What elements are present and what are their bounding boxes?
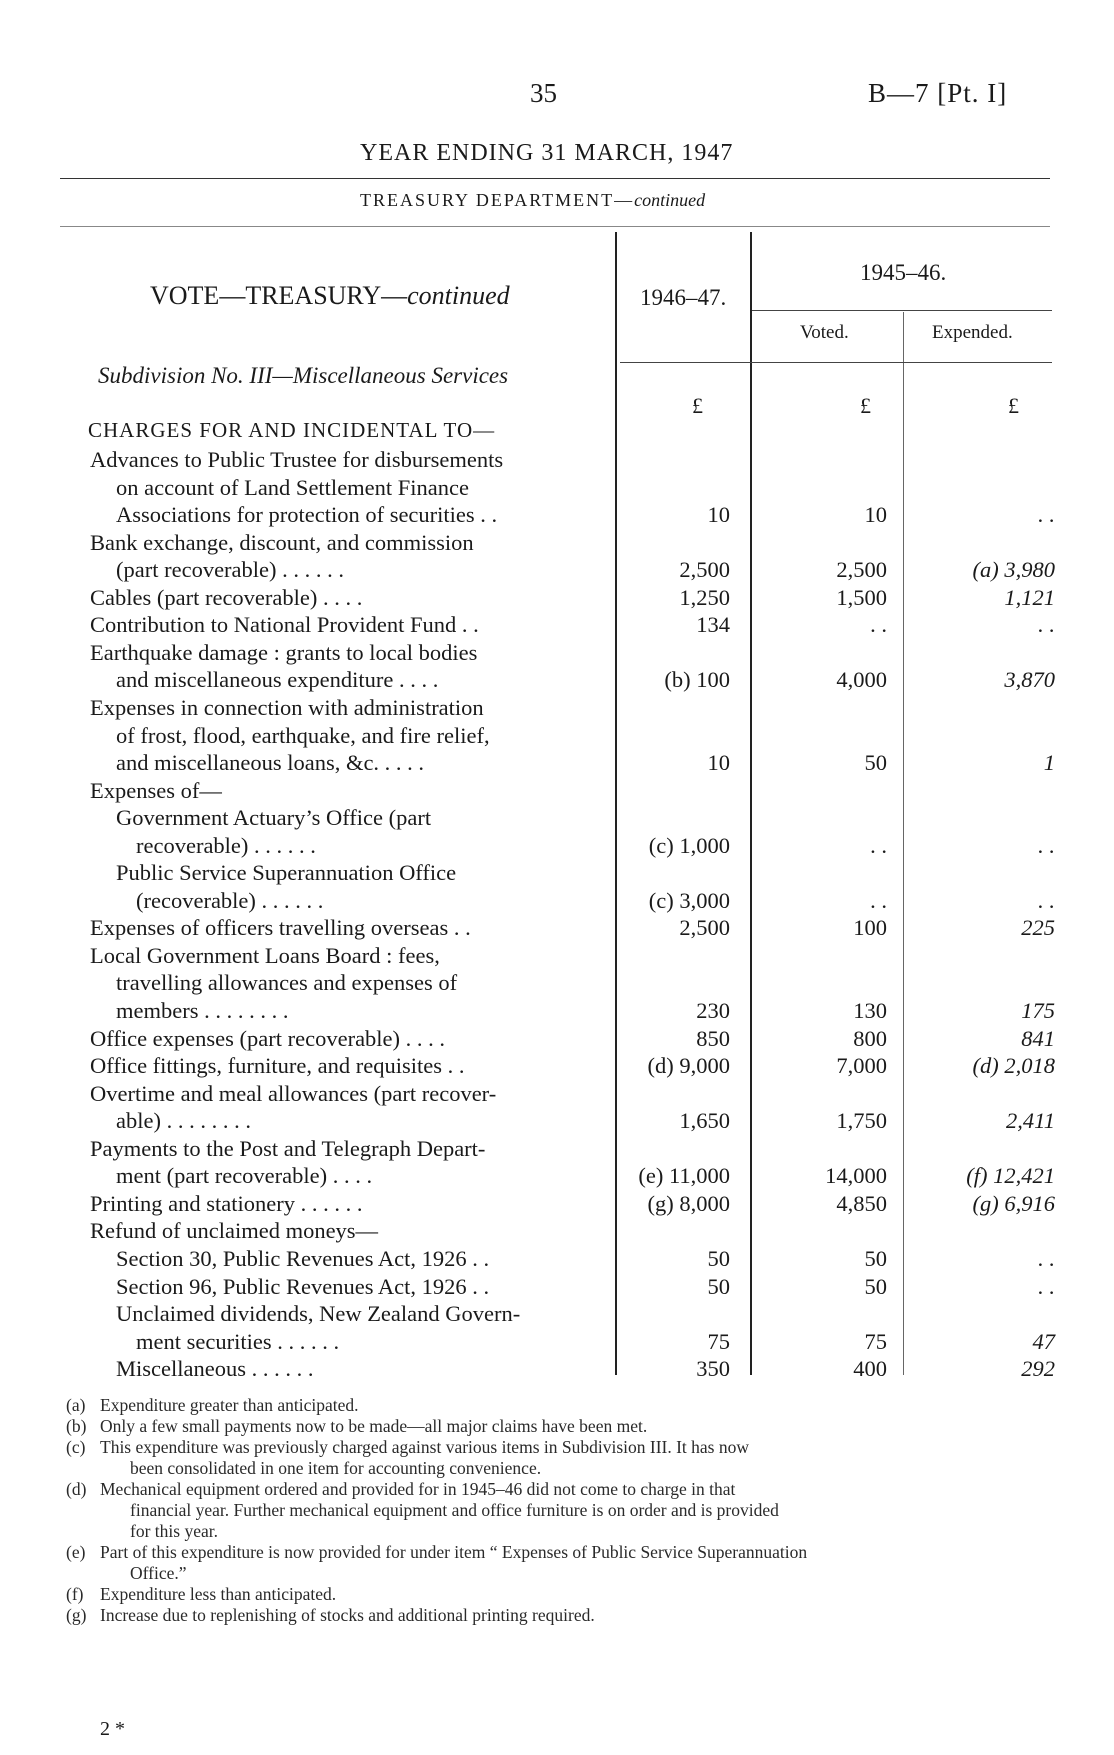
value-expended: 3,870 [1004,667,1055,693]
table-row [0,1190,1114,1217]
value-voted: . . [870,832,887,858]
row-label: ment securities . . . . . . [136,1328,340,1354]
row-label: able) . . . . . . . . [116,1108,251,1134]
value-expended: . . [1038,832,1055,858]
footnote-text: Part of this expenditure is now provided for under item “ Expenses of Public Service Superannuation [100,1542,808,1562]
value-1946-47: (e) 11,000 [638,1163,730,1189]
value-voted: 7,000 [836,1053,887,1079]
department-rule [60,226,1050,227]
table-row [0,914,1114,941]
row-label: Office fittings, furniture, and requisites . . [90,1053,465,1079]
value-1946-47: (c) 3,000 [648,887,730,913]
footnote-mark: (d) [66,1479,87,1499]
table-row [0,1080,1114,1107]
currency-voted: £ [860,393,871,418]
row-label: Local Government Loans Board : fees, [90,942,440,968]
row-label: Expenses in connection with administration [90,694,484,720]
row-label: and miscellaneous loans, &c. . . . . [116,750,425,776]
row-label: Miscellaneous . . . . . . [116,1356,314,1382]
value-expended: (f) 12,421 [966,1163,1055,1189]
column-header-expended: Expended. [932,322,1013,343]
document-code: B—7 [Pt. I] [868,78,1008,108]
table-row [0,611,1114,638]
table-row [0,777,1114,804]
table-row [0,1273,1114,1300]
value-voted: 800 [853,1025,887,1051]
row-label: Refund of unclaimed moneys— [90,1218,379,1244]
table-row [0,1328,1114,1355]
row-label: Payments to the Post and Telegraph Depart- [90,1135,486,1161]
value-1946-47: 350 [696,1356,730,1382]
value-expended: 1,121 [1004,584,1055,610]
value-voted: 100 [853,915,887,941]
value-1946-47: 134 [696,612,730,638]
footnote-mark: (f) [66,1584,84,1604]
table-row [0,969,1114,996]
subdivision-title: Subdivision No. III—Miscellaneous Services [98,363,509,388]
table-row [0,1245,1114,1272]
footnote-mark: (c) [66,1437,86,1457]
row-label: Section 30, Public Revenues Act, 1926 . . [116,1245,490,1271]
column-header-1946: 1946–47. [640,285,727,310]
footnote-mark: (b) [66,1416,87,1436]
row-label: (recoverable) . . . . . . [136,887,324,913]
row-label: Cables (part recoverable) . . . . [90,584,363,610]
footnote-text: Office.” [130,1563,187,1583]
value-voted: . . [870,887,887,913]
value-voted: 14,000 [825,1163,887,1189]
value-expended: . . [1038,887,1055,913]
row-label: Expenses of officers travelling overseas . . [90,915,471,941]
value-expended: 1 [1043,750,1055,776]
row-label: ment (part recoverable) . . . . [116,1163,373,1189]
table-row [0,749,1114,776]
value-voted: 10 [864,502,887,528]
footnote-text: Increase due to replenishing of stocks and additional printing required. [100,1605,595,1625]
row-label: Associations for protection of securities . . [116,502,498,528]
table-row [0,474,1114,501]
table-row [0,666,1114,693]
header-rule [60,178,1050,179]
table-row [0,694,1114,721]
signature-mark: 2 * [100,1718,125,1740]
value-1946-47: 230 [696,998,730,1023]
currency-1946: £ [692,393,703,418]
row-label: recoverable) . . . . . . [136,832,316,858]
vote-name: VOTE—TREASURY— [150,281,408,310]
table-row [0,1355,1114,1382]
table-row [0,1025,1114,1052]
footnote-mark: (e) [66,1542,86,1562]
value-voted: 1,500 [836,584,887,610]
table-row [0,556,1114,583]
footnote-text: Only a few small payments now to be made—all major claims have been met. [100,1416,648,1436]
value-voted: 1,750 [836,1108,887,1134]
value-expended: 225 [1021,915,1055,941]
row-label: (part recoverable) . . . . . . [116,557,345,583]
value-expended: 292 [1021,1356,1055,1382]
footnote-text: for this year. [130,1521,218,1541]
value-1946-47: (b) 100 [664,667,730,693]
row-label: Expenses of— [90,777,222,803]
table-row [0,639,1114,666]
currency-expended: £ [1008,393,1019,418]
value-voted: 50 [864,750,887,776]
footnote-mark: (g) [66,1605,87,1625]
value-expended: . . [1038,612,1055,638]
department-title [360,190,705,211]
value-1946-47: 10 [707,502,730,528]
value-voted: 75 [864,1328,887,1354]
department-continued: continued [634,190,706,210]
vote-title [150,281,510,311]
value-1946-47: 50 [707,1245,730,1271]
value-voted: . . [870,612,887,638]
value-expended: 175 [1021,998,1055,1023]
value-expended: 2,411 [1006,1108,1055,1134]
table-row [0,832,1114,859]
footnote-text: Mechanical equipment ordered and provided for in 1945–46 did not come to charge in that [100,1479,736,1499]
value-1946-47: 10 [707,750,730,776]
value-1946-47: (c) 1,000 [648,832,730,858]
row-label: and miscellaneous expenditure . . . . [116,667,439,693]
footnote-text: Expenditure less than anticipated. [100,1584,337,1604]
value-voted: 50 [864,1273,887,1299]
department-name: TREASURY DEPARTMENT— [360,190,635,210]
row-label: Section 96, Public Revenues Act, 1926 . . [116,1273,490,1299]
value-1946-47: 1,250 [679,584,730,610]
row-label: Public Service Superannuation Office [116,860,457,886]
row-label: Unclaimed dividends, New Zealand Govern- [116,1301,521,1327]
row-label: Overtime and meal allowances (part recover- [90,1080,497,1106]
row-label: Printing and stationery . . . . . . [90,1190,363,1216]
row-label: on account of Land Settlement Finance [116,474,470,500]
table-row [0,722,1114,749]
value-voted: 50 [864,1245,887,1271]
table-row [0,859,1114,886]
value-expended: (d) 2,018 [972,1053,1055,1079]
table-row [0,887,1114,914]
vote-continued: continued [407,281,510,310]
table-row [0,446,1114,473]
row-label: Earthquake damage : grants to local bodies [90,639,478,665]
row-label: Contribution to National Provident Fund . . [90,612,479,638]
footnote-text: This expenditure was previously charged against various items in Subdivision III. It has now [100,1437,750,1457]
value-1946-47: 2,500 [679,557,730,583]
value-1946-47: 75 [707,1328,730,1354]
value-voted: 130 [853,998,887,1023]
table-row [0,584,1114,611]
row-label: Bank exchange, discount, and commission [90,529,474,555]
table-row [0,1217,1114,1244]
table-row [0,997,1114,1024]
value-1946-47: 1,650 [679,1108,730,1134]
value-1946-47: 850 [696,1025,730,1051]
value-voted: 2,500 [836,557,887,583]
value-voted: 4,000 [836,667,887,693]
row-label: Advances to Public Trustee for disbursements [90,447,504,472]
value-1946-47: (d) 9,000 [647,1053,730,1079]
footnote-mark: (a) [66,1395,86,1415]
table-row [0,1162,1114,1189]
value-expended: . . [1038,1273,1055,1299]
column-header-voted: Voted. [800,322,849,343]
value-expended: . . [1038,1245,1055,1271]
value-expended: (g) 6,916 [972,1190,1055,1216]
table-row [0,1300,1114,1327]
page-number: 35 [530,78,557,108]
table-row [0,1135,1114,1162]
value-expended: . . [1038,502,1055,528]
row-label: Office expenses (part recoverable) . . . . [90,1025,446,1051]
row-label: travelling allowances and expenses of [116,970,458,996]
footnote-text: financial year. Further mechanical equipment and office furniture is on order and is provided [130,1500,779,1520]
footnote-text: Expenditure greater than anticipated. [100,1395,359,1415]
row-label: Government Actuary’s Office (part [116,805,432,831]
value-1946-47: 50 [707,1273,730,1299]
row-label: of frost, flood, earthquake, and fire relief, [116,722,490,748]
value-voted: 400 [853,1356,887,1382]
value-expended: 841 [1021,1025,1055,1051]
value-expended: 47 [1032,1328,1055,1354]
row-label: members . . . . . . . . [116,998,289,1023]
value-voted: 4,850 [836,1190,887,1216]
table-row [0,501,1114,528]
header-split-rule [752,310,1052,311]
footnote-text: been consolidated in one item for accounting convenience. [130,1458,542,1478]
column-header-1945: 1945–46. [860,260,947,285]
table-row [0,529,1114,556]
table-row [0,804,1114,831]
value-expended: (a) 3,980 [972,557,1055,583]
value-1946-47: 2,500 [679,915,730,941]
table-row [0,942,1114,969]
year-title: YEAR ENDING 31 MARCH, 1947 [360,140,734,166]
value-1946-47: (g) 8,000 [647,1190,730,1216]
table-row [0,1052,1114,1079]
charges-heading: CHARGES FOR AND INCIDENTAL TO— [88,418,496,442]
header-bottom-rule [620,362,1052,363]
table-row [0,1107,1114,1134]
